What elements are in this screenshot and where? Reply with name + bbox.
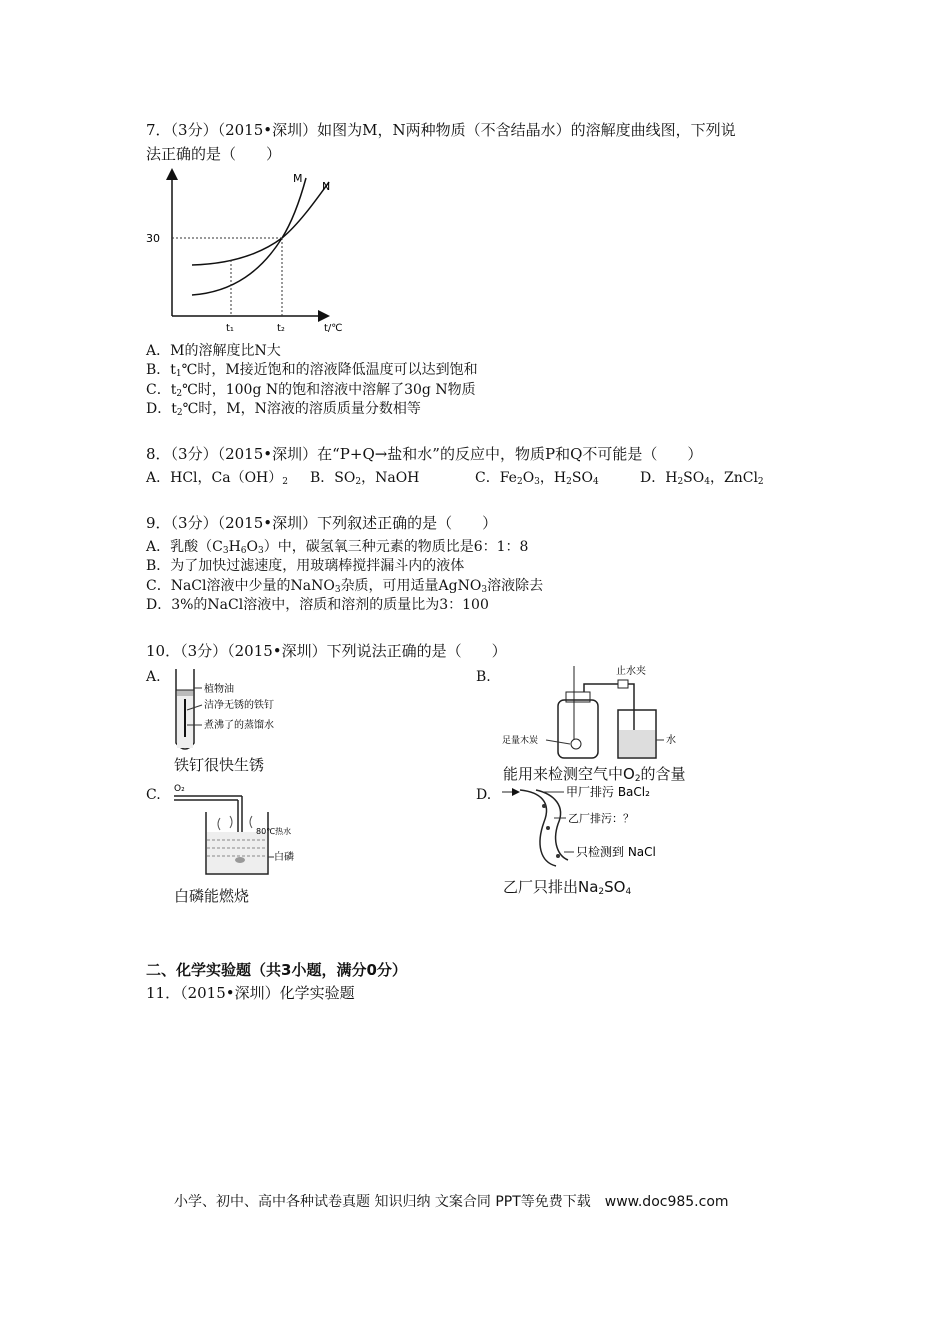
q7-option-d: D．$t_2℃$时，M，N溶液的溶质质量分数相等	[146, 401, 421, 418]
figure-d-river	[500, 782, 700, 872]
q10-caption-c: 白磷能燃烧	[174, 887, 250, 905]
fig-d-label-factory-b: 乙厂排污：？	[568, 812, 634, 825]
q9-option-c: C．NaCl溶液中少量的NaNO$_3$杂质，可用适量AgNO$_3$溶液除去	[146, 578, 544, 595]
q10-letter-c: C.	[146, 787, 161, 803]
q8-option-a: A．HCl，$Ca(OH)_2$	[146, 470, 288, 487]
label-m: M	[293, 172, 303, 185]
q10-caption-b: 能用来检测空气中$O_2$的含量	[503, 765, 686, 784]
label-axis: t/℃	[324, 323, 343, 334]
fig-b-label-clamp: 止水夹	[616, 666, 646, 677]
q10-letter-b: B.	[476, 669, 491, 685]
q10-caption-a: 铁钉很快生锈	[174, 756, 265, 774]
q7-option-b: B．$t_1℃$时，M接近饱和的溶液降低温度可以达到饱和	[146, 362, 478, 379]
section-2-title: 二、化学实验题（共3小题，满分0分）	[146, 961, 407, 979]
q8-option-c: C．$Fe_2O_3$，$H_2SO_4$	[475, 470, 599, 487]
q10-letter-a: A.	[146, 669, 161, 685]
curve-m	[192, 178, 306, 295]
label-n: N	[322, 180, 331, 193]
fig-a-label-oil: 植物油	[204, 684, 234, 695]
q10-stem: 10．（3分）（2015•深圳）下列说法正确的是（ ）	[146, 642, 507, 660]
fig-d-label-factory-a: 甲厂排污 BaCl₂	[566, 785, 650, 799]
fig-a-label-water: 煮沸了的蒸馏水	[204, 720, 274, 731]
label-t2: t₂	[277, 323, 285, 334]
fig-d-label-detected: 只检测到 NaCl	[576, 845, 656, 859]
q9-stem: 9．（3分）（2015•深圳）下列叙述正确的是（ ）	[146, 514, 498, 532]
q9-option-a: A．乳酸$(C_3H_6O_3)$中，碳氢氧三种元素的物质比是6：1：8	[146, 539, 529, 556]
q9-option-b: B．为了加快过滤速度，用玻璃棒搅拌漏斗内的液体	[146, 558, 465, 574]
label-t1: t₁	[226, 323, 234, 334]
figure-b-apparatus	[500, 662, 710, 762]
q7-option-a: A．M的溶解度比N大	[146, 343, 281, 359]
figure-a-test-tube	[170, 665, 330, 755]
fig-b-label-charcoal: 足量木炭	[502, 736, 539, 746]
q9-option-d: D．3%的NaCl溶液中，溶质和溶剂的质量比为3：100	[146, 597, 489, 613]
q8-stem: 8．（3分）（2015•深圳）在“P+Q→盐和水”的反应中，物质P和Q不可能是（ ）	[146, 445, 703, 463]
q11-stem: 11．（2015•深圳）化学实验题	[146, 984, 355, 1002]
q10-caption-d: 乙厂只排出$Na_2SO_4$	[503, 878, 632, 897]
curve-n	[192, 182, 329, 265]
q7-option-c: C．$t_2℃$时，100g N的饱和溶液中溶解了30g N物质	[146, 382, 476, 399]
q8-option-d: D．$H_2SO_4$，ZnCl$_2$	[640, 470, 764, 487]
page-footer: 小学、初中、高中各种试卷真题 知识归纳 文案合同 PPT等免费下载 www.doc985.com	[174, 1194, 729, 1210]
fig-b-label-water: 水	[666, 735, 676, 746]
solubility-curve-graph	[144, 170, 344, 335]
figure-c-beaker	[170, 782, 330, 877]
fig-a-label-nail: 洁净无锈的铁钉	[204, 700, 274, 711]
q8-option-b: B．$SO_2$，NaOH	[310, 470, 420, 487]
label-30: 30	[146, 232, 160, 245]
fig-c-label-phosphorus: 白磷	[274, 852, 294, 863]
q7-stem-line1: 7．（3分）（2015•深圳）如图为M，N两种物质（不含结晶水）的溶解度曲线图，下列说	[146, 121, 736, 139]
fig-c-label-hotwater: 80℃热水	[256, 827, 292, 836]
fig-c-label-o2: O₂	[174, 784, 185, 794]
q7-stem-line2: 法正确的是（ ）	[146, 145, 282, 163]
q10-letter-d: D.	[476, 787, 492, 803]
